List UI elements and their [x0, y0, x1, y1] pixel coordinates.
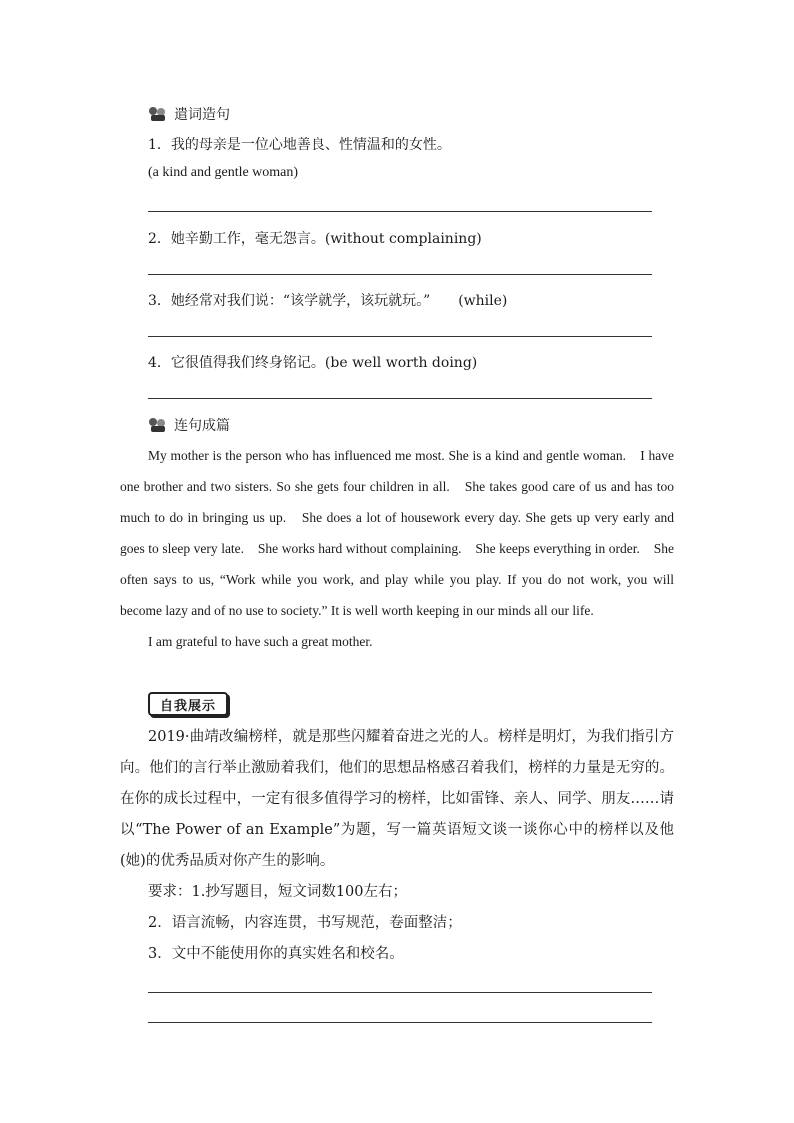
exercise-item-2: 2．她辛勤工作，毫无怨言。(without complaining)	[148, 231, 482, 247]
self-display-badge: 自我展示	[148, 692, 228, 716]
section-heading-2	[148, 415, 230, 435]
model-essay-paragraph-1: My mother is the person who has influenced me most. She is a kind and gentle woman. I have one brother and two sisters. So she gets four children in all. She takes good care of us and has too much to do in bringing us up. She does a lot of housework every day. She gets up very early and goes to sleep very late. She works hard without complaining. She keeps everything in order. She often says to us, “Work while you work, and play while you play. If you do not work, you will become lazy and of no use to society.” It is well worth keeping in our minds all our life.	[120, 448, 674, 618]
writing-task-requirement-3: 3．文中不能使用你的真实姓名和校名。	[148, 946, 404, 962]
writing-task-prompt: 2019·曲靖改编榜样，就是那些闪耀着奋进之光的人。榜样是明灯，为我们指引方向。他们的言行举止激励着我们，他们的思想品格感召着我们，榜样的力量是无穷的。在你的成长过程中，一定有很多值得学习的榜样，比如雷锋、亲人、同学、朋友……请以“The Power of an Example”为题，写一篇英语短文谈一谈你心中的榜样以及他(她)的优秀品质对你产生的影响。	[120, 729, 674, 869]
exercise-item-3: 3．她经常对我们说：“该学就学，该玩就玩。” (while)	[148, 293, 508, 309]
exercise-item-1: 1．我的母亲是一位心地善良、性情温和的女性。	[148, 137, 451, 153]
model-essay-paragraph-2: I am grateful to have such a great mother.	[148, 634, 373, 649]
section-marker-icon	[148, 417, 168, 433]
answer-line[interactable]	[148, 398, 652, 399]
section-heading-1-text: 遣词造句	[174, 107, 230, 123]
section-heading-1	[148, 104, 230, 124]
writing-task	[120, 722, 674, 970]
exercise-item-1-hint: (a kind and gentle woman)	[148, 165, 299, 180]
answer-line[interactable]	[148, 1022, 652, 1023]
answer-line[interactable]	[148, 274, 652, 275]
section-heading-2-text: 连句成篇	[174, 418, 230, 434]
exercise-item-4: 4．它很值得我们终身铭记。(be well worth doing)	[148, 355, 478, 371]
writing-task-requirement-1: 要求：1.抄写题目，短文词数100左右；	[148, 884, 408, 900]
answer-line[interactable]	[148, 211, 652, 212]
writing-task-requirement-2: 2．语言流畅，内容连贯，书写规范，卷面整洁；	[148, 915, 462, 931]
model-essay	[120, 440, 674, 657]
section-marker-icon	[148, 106, 168, 122]
answer-line[interactable]	[148, 992, 652, 993]
answer-line[interactable]	[148, 336, 652, 337]
